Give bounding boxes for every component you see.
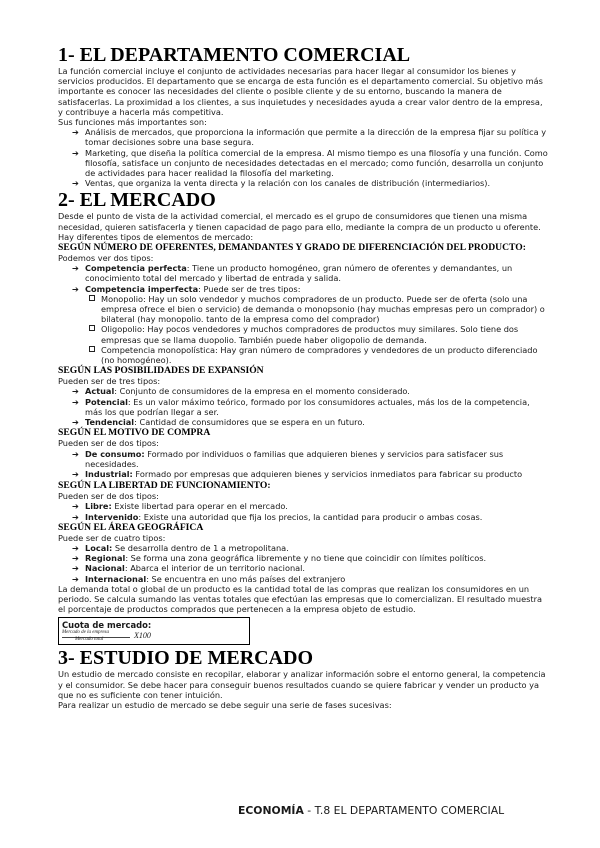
arrow-icon: ➔	[72, 511, 79, 522]
footer-topic: - T.8 EL DEPARTAMENTO COMERCIAL	[303, 804, 505, 817]
list-item: ➔ Internacional: Se encuentra en uno más países del extranjero	[72, 573, 346, 584]
formula-multiplier: X100	[134, 631, 151, 641]
arrow-icon: ➔	[72, 542, 79, 553]
sub3-intro: Pueden ser de dos tipos:	[58, 438, 159, 449]
page-footer	[238, 804, 504, 817]
section-1-functions-intro: Sus funciones más importantes son:	[58, 117, 207, 128]
formula-numerator: Mercado de la empresa	[62, 630, 109, 636]
list-item: ➔ Tendencial: Cantidad de consumidores que se espera en un futuro.	[72, 417, 365, 428]
list-item: ➔ Industrial: Formado por empresas que adquieren bienes y servicios inmediatos para fabricar su producto	[72, 468, 523, 479]
sub4-intro: Pueden ser de dos tipos:	[58, 491, 159, 502]
section-3-phases-intro: Para realizar un estudio de mercado se debe seguir una serie de fases sucesivas:	[58, 699, 392, 710]
arrow-icon: ➔	[72, 263, 79, 274]
sub2-intro: Pueden ser de tres tipos:	[58, 376, 161, 387]
motivo-list	[58, 449, 548, 480]
list-item: ➔ Libre: Existe libertad para operar en el mercado.	[72, 501, 288, 512]
subheading-oferentes: SEGÚN NÚMERO DE OFERENTES, DEMANDANTES Y GRADO DE DIFERENCIACIÓN DEL PRODUCTO:	[58, 242, 526, 254]
list-item: Oligopolio: Hay pocos vendedores y muchos compradores de productos muy similares. Solo tiene dos empresas que se llama duopolio. También puede haber oligopolio de demanda.	[58, 324, 548, 344]
subheading-motivo: SEGÚN EL MOTIVO DE COMPRA	[58, 427, 211, 439]
document-page	[58, 44, 548, 710]
list-item: Competencia monopolística: Hay gran número de compradores y vendedores de un producto diferenciado (no homogéneo).	[58, 345, 548, 365]
arrow-icon: ➔	[72, 573, 79, 584]
list-item: ➔ Actual: Conjunto de consumidores de la empresa en el momento considerado.	[72, 386, 410, 397]
arrow-icon: ➔	[72, 386, 79, 397]
list-item: ➔ Potencial: Es un valor máximo teórico, formado por los consumidores actuales, más los de la competencia, más los que podrían llegar a ser.	[72, 396, 530, 417]
arrow-icon: ➔	[72, 178, 79, 189]
sub5-intro: Puede ser de cuatro tipos:	[58, 532, 166, 543]
section-1-title: 1- EL DEPARTAMENTO COMERCIAL	[58, 44, 411, 66]
arrow-icon: ➔	[72, 127, 79, 138]
checkbox-icon	[89, 325, 95, 331]
list-item: ➔ Intervenido: Existe una autoridad que fija los precios, la cantidad para producir o ambas cosas.	[72, 511, 483, 522]
arrow-icon: ➔	[72, 563, 79, 574]
section-3-title: 3- ESTUDIO DE MERCADO	[58, 647, 314, 670]
sub1-intro: Podemos ver dos tipos:	[58, 253, 154, 264]
list-item: ➔ Ventas, que organiza la venta directa y la relación con los canales de distribución (intermediarios).	[72, 178, 491, 189]
functions-list	[58, 127, 548, 188]
formula-title: Cuota de mercado:	[62, 620, 152, 631]
subheading-area: SEGÚN EL ÁREA GEOGRÁFICA	[58, 521, 204, 533]
market-share-formula-box	[58, 617, 250, 645]
arrow-icon: ➔	[72, 553, 79, 564]
arrow-icon: ➔	[72, 417, 79, 428]
competition-list	[58, 263, 548, 365]
list-item: Monopolio: Hay un solo vendedor y muchos compradores de un producto. Puede ser de oferta (solo una empresa ofrece el bien o servicio) de demanda o monopsonio (hay muchas empresas pero un comprador) o bilateral (hay monopolio. tanto de la empresa como del comprador)	[58, 294, 548, 325]
arrow-icon: ➔	[72, 147, 79, 158]
footer-subject: ECONOMÍA	[238, 804, 304, 817]
checkbox-icon	[89, 295, 95, 301]
list-item: ➔ Marketing, que diseña la política comercial de la empresa. Al mismo tiempo es una filosofía y una función. Como filosofía, satisface un conjunto de necesidades detectadas en el mercado; como función, desarrolla un conjunto de actividades para hacer realidad la filosofía del marketing.	[72, 147, 548, 179]
area-list	[58, 543, 548, 584]
list-item: ➔ Regional: Se forma una zona geográfica libremente y no tiene que coincidir con límites políticos.	[72, 553, 487, 564]
section-1-paragraph: La función comercial incluye el conjunto de actividades necesarias para hacer llegar al consumidor los bienes y servicios producidos. El departamento que se encarga de esta función es el departamento comercial. Su objetivo más importante es conocer las necesidades del cliente o posible cliente y de su entorno, buscando la manera de satisfacerlas. La proximidad a los clientes, a sus inquietudes y necesidades ayuda a crear valor dentro de la empresa, y contribuye a hacerla más competitiva.	[58, 66, 543, 117]
arrow-icon: ➔	[72, 396, 79, 407]
list-item: ➔ Competencia perfecta: Tiene un producto homogéneo, gran número de oferentes y demandantes, un conocimiento total del mercado y libertad de entrada y salida.	[72, 263, 513, 284]
expansion-list	[58, 386, 548, 427]
list-item: ➔ De consumo: Formado por individuos o familias que adquieren bienes y servicios para satisfacer sus necesidades.	[72, 448, 504, 469]
arrow-icon: ➔	[72, 448, 79, 459]
arrow-icon: ➔	[72, 468, 79, 479]
arrow-icon: ➔	[72, 501, 79, 512]
demand-paragraph: La demanda total o global de un producto es la cantidad total de las compras que realizan los consumidores en un periodo. Se calcula sumando las ventas totales que efectúan las empresas que lo comercializan. El resultado muestra el porcentaje de productos comprados que pertenecen a la empresa objeto de estudio.	[58, 583, 542, 615]
subheading-libertad: SEGÚN LA LIBERTAD DE FUNCIONAMIENTO:	[58, 480, 271, 492]
list-item: ➔ Análisis de mercados, que proporciona la información que permite a la dirección de la empresa fijar su política y tomar decisiones sobre una base segura.	[72, 127, 547, 148]
list-item: ➔ Local: Se desarrolla dentro de 1 a metropolitana.	[72, 542, 289, 553]
subheading-expansion: SEGÚN LAS POSIBILIDADES DE EXPANSIÓN	[58, 365, 264, 377]
section-2-title: 2- EL MERCADO	[58, 189, 216, 212]
checkbox-icon	[89, 346, 95, 352]
section-2-paragraph: Desde el punto de vista de la actividad comercial, el mercado es el grupo de consumidores que tienen una misma necesidad, quieren satisfacerla y tienen capacidad de pago para ello, mediante la compra de un producto u oferente. Hay diferentes tipos de elementos de mercado:	[58, 211, 541, 242]
formula-denominator: Mercado total	[75, 637, 104, 643]
libertad-list	[58, 501, 548, 521]
section-3-paragraph: Un estudio de mercado consiste en recopilar, elaborar y analizar información sobre el entorno general, la competencia y el consumidor. Se debe hacer para conseguir buenos resultados cuando se quiere fabricar y vender un producto ya que no es suficiente con tener intuición.	[58, 669, 546, 700]
arrow-icon: ➔	[72, 283, 79, 294]
list-item: ➔ Nacional: Abarca el interior de un territorio nacional.	[72, 563, 306, 574]
list-item: ➔ Competencia imperfecta: Puede ser de tres tipos:	[72, 283, 301, 294]
